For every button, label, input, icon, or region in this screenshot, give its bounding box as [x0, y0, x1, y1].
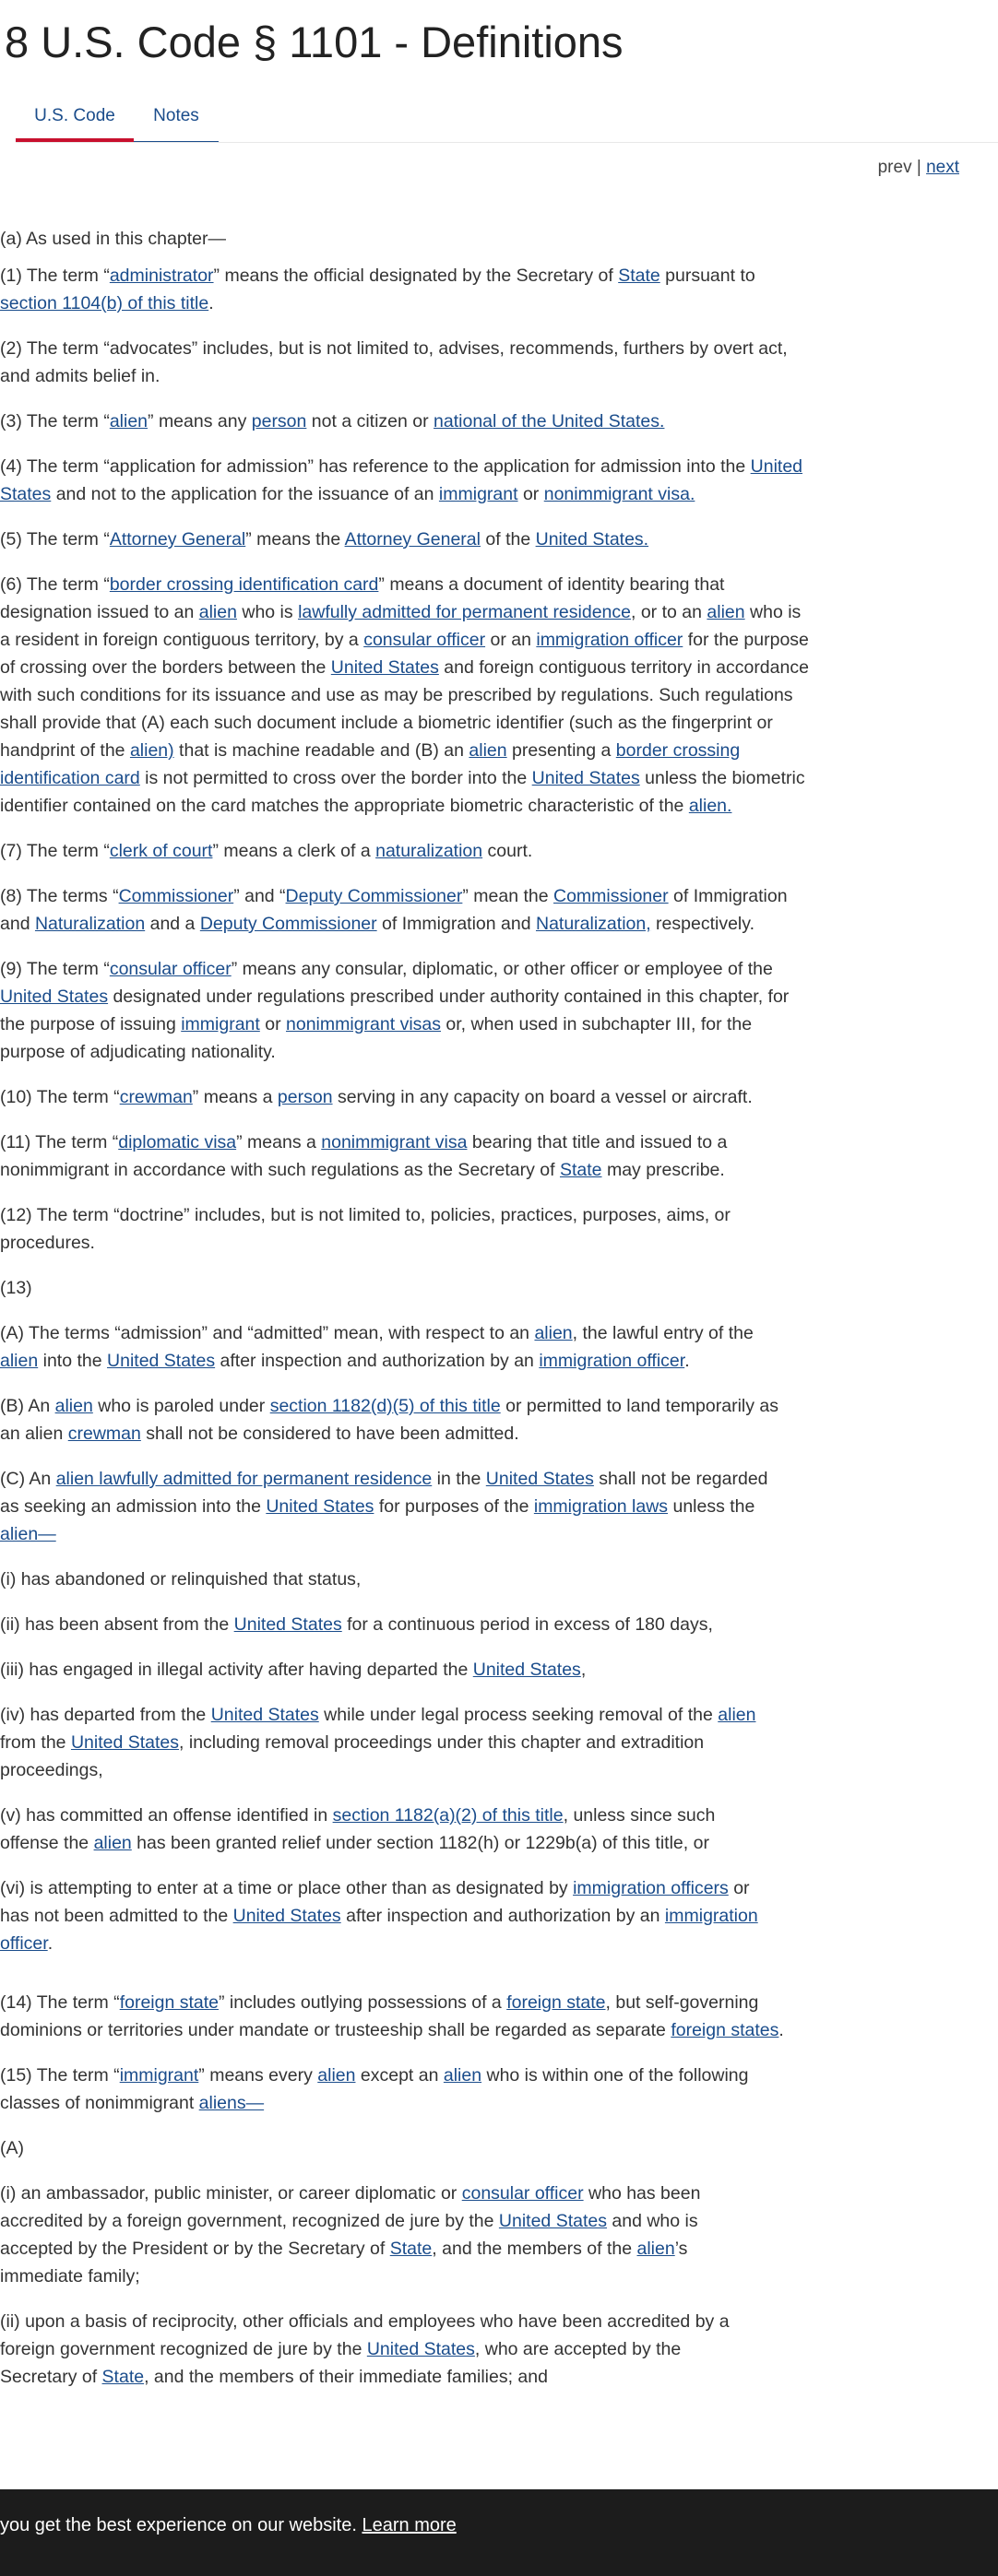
paragraph: [0, 1802, 759, 1857]
definition-link[interactable]: diplomatic visa: [118, 1132, 237, 1152]
text-run: from the: [0, 1732, 71, 1753]
tab-us-code[interactable]: U.S. Code: [16, 96, 134, 142]
text-run: (3) The term “: [0, 411, 110, 431]
paragraph: [0, 1392, 784, 1448]
definition-link[interactable]: Attorney General: [344, 529, 481, 549]
paragraph: [0, 1128, 812, 1184]
paragraph: [0, 1701, 759, 1784]
paragraph: [0, 408, 812, 435]
paragraph: [0, 2134, 784, 2162]
text-run: for the purpose of crossing over the borders between the: [0, 630, 809, 678]
text-run: (v) has committed an offense identified in: [0, 1805, 333, 1826]
text-run: or: [517, 484, 544, 504]
definition-link[interactable]: Naturalization: [34, 914, 146, 934]
definition-link[interactable]: consular officer: [109, 959, 232, 979]
definition-link[interactable]: United States: [210, 1705, 319, 1725]
definition-link[interactable]: person: [277, 1087, 333, 1107]
text-run: and who is accepted by the President or by the Secretary of: [0, 2211, 698, 2259]
definition-link[interactable]: lawfully admitted for permanent residence: [298, 602, 631, 622]
text-run: ” means a document of identity bearing that designation issued to an: [0, 574, 725, 622]
text-run: ” means any: [148, 411, 252, 431]
prev-link[interactable]: prev: [877, 158, 912, 177]
text-run: of the: [480, 529, 536, 549]
text-run: presenting a: [506, 740, 616, 761]
paragraph: [0, 571, 812, 820]
definition-link[interactable]: alien: [636, 2239, 675, 2259]
definition-link[interactable]: immigration officer: [539, 1351, 685, 1371]
definition-link[interactable]: alien: [707, 602, 745, 622]
definition-link[interactable]: State: [389, 2239, 433, 2259]
text-run: (7) The term “: [0, 841, 110, 861]
text-run: ” means the official designated by the Secretary of: [213, 266, 619, 286]
definition-link[interactable]: alien): [129, 740, 174, 761]
definition-link[interactable]: alien: [534, 1323, 573, 1343]
text-run: , or to an: [631, 602, 707, 622]
paragraph: [0, 526, 812, 553]
text-run: who is a resident in foreign contiguous territory, by a: [0, 602, 802, 650]
text-run: , including removal proceedings under this chapter and extradition proceedings,: [0, 1732, 705, 1780]
definition-link[interactable]: section 1182(d)(5) of this title: [269, 1396, 501, 1416]
definition-link[interactable]: immigrant: [119, 2065, 199, 2086]
definition-link[interactable]: Deputy Commissioner: [199, 914, 377, 934]
definition-link[interactable]: State: [618, 266, 660, 286]
definition-link[interactable]: consular officer: [461, 2183, 584, 2204]
text-run: (2) The term “advocates” includes, but is not limited to, advises, recommends, furthers by overt act, and admits belief in.: [0, 338, 788, 386]
paragraph: [0, 1465, 784, 1548]
tab-notes[interactable]: Notes: [134, 96, 219, 142]
definition-link[interactable]: immigration officer: [536, 630, 683, 650]
text-run: for purposes of the: [374, 1496, 534, 1517]
text-run: ” includes outlying possessions of a: [219, 1992, 507, 2013]
definition-link[interactable]: clerk of court: [109, 841, 213, 861]
text-run: (ii) upon a basis of reciprocity, other officials and employees who have been accredited by a foreign government recognized de jure by the: [0, 2311, 730, 2359]
paragraph: [0, 955, 812, 1066]
definition-link[interactable]: United States: [233, 1614, 342, 1635]
text-run: and foreign contiguous territory in accordance with such conditions for its issuance and use as may be prescribed by regulations. Such regulations shall provide that (A) each such document include a biometric identifier (such as the fingerprint or handprint of the: [0, 657, 809, 761]
definition-link[interactable]: nonimmigrant visa: [321, 1132, 468, 1152]
learn-more-link[interactable]: Learn more: [362, 2515, 457, 2535]
definition-link[interactable]: alien—: [0, 1524, 56, 1544]
definition-link[interactable]: United States: [330, 657, 439, 678]
definition-link[interactable]: person: [251, 411, 307, 431]
definition-link[interactable]: naturalization: [375, 841, 483, 861]
paragraph: [0, 262, 812, 317]
text-run: (ii) has been absent from the: [0, 1614, 234, 1635]
text-run: after inspection and authorization by an: [215, 1351, 540, 1371]
definition-link[interactable]: section 1182(a)(2) of this title: [332, 1805, 564, 1826]
paragraph: [0, 837, 812, 865]
paragraph: [0, 1274, 812, 1302]
text-run: (9) The term “: [0, 959, 110, 979]
prev-next-nav: [878, 158, 959, 178]
text-run: (12) The term “doctrine” includes, but is not limited to, policies, practices, purposes, aims, or procedures.: [0, 1205, 731, 1253]
text-run: who is: [236, 602, 299, 622]
definition-link[interactable]: United States: [472, 1660, 581, 1680]
text-run: in the: [432, 1469, 486, 1489]
text-run: unless the: [668, 1496, 755, 1517]
definition-link[interactable]: immigrant: [438, 484, 518, 504]
definition-link[interactable]: State: [101, 2367, 145, 2387]
text-run: (iii) has engaged in illegal activity after having departed the: [0, 1660, 473, 1680]
text-run: shall not be regarded as seeking an admission into the: [0, 1469, 768, 1517]
tab-bar: [16, 96, 998, 143]
text-run: (14) The term “: [0, 1992, 120, 2013]
definition-link[interactable]: border crossing identification card: [0, 740, 741, 788]
paragraph: [0, 2308, 759, 2391]
text-run: (A): [0, 2138, 24, 2158]
definition-link[interactable]: Commissioner: [118, 886, 234, 906]
text-run: designated under regulations prescribed under authority contained in this chapter, for the purpose of issuing: [0, 987, 790, 1034]
text-run: (6) The term “: [0, 574, 110, 595]
text-run: (i) an ambassador, public minister, or career diplomatic or: [0, 2183, 462, 2204]
text-run: (13): [0, 1278, 32, 1298]
definition-link[interactable]: State: [559, 1160, 602, 1180]
text-run: has been granted relief under section 1182(h) or 1229b(a) of this title, or: [131, 1833, 709, 1853]
definition-link[interactable]: Naturalization,: [535, 914, 651, 934]
text-run: , the lawful entry of the: [572, 1323, 754, 1343]
text-run: bearing that title and issued to a nonimmigrant in accordance with such regulations as the Secretary of: [0, 1132, 728, 1180]
page-title: 8 U.S. Code § 1101 - Definitions: [5, 18, 624, 66]
definition-link[interactable]: immigration officer: [0, 1906, 758, 1954]
definition-link[interactable]: alien.: [688, 796, 732, 816]
definition-link[interactable]: foreign state: [119, 1992, 220, 2013]
text-run: who is paroled under: [92, 1396, 270, 1416]
text-run: (8) The terms “: [0, 886, 119, 906]
definition-link[interactable]: Attorney General: [109, 529, 246, 549]
text-run: , and the members of their immediate families; and: [144, 2367, 548, 2387]
text-run: of Immigration and: [376, 914, 536, 934]
definition-link[interactable]: alien: [469, 740, 507, 761]
definition-link[interactable]: alien: [93, 1833, 132, 1853]
text-run: serving in any capacity on board a vessel or aircraft.: [332, 1087, 753, 1107]
text-run: ,: [580, 1660, 587, 1680]
definition-link[interactable]: alien: [443, 2065, 482, 2086]
text-run: or, when used in subchapter III, for the purpose of adjudicating nationality.: [0, 1014, 753, 1062]
definition-link[interactable]: United States: [366, 2339, 475, 2359]
statute-text: [0, 225, 922, 2391]
paragraph: [0, 1656, 759, 1684]
nav-separator: |: [916, 158, 921, 177]
definition-link[interactable]: United States: [498, 2211, 607, 2231]
definition-link[interactable]: immigration laws: [533, 1496, 669, 1517]
definition-link[interactable]: foreign state: [506, 1992, 606, 2013]
text-run: , who are accepted by the Secretary of: [0, 2339, 682, 2387]
definition-link[interactable]: United States: [0, 456, 803, 504]
paragraph: [0, 882, 812, 938]
definition-link[interactable]: section 1104(b) of this title: [0, 293, 209, 313]
text-run: unless the biometric identifier contained on the card matches the appropriate biometric characteristic of the: [0, 768, 805, 816]
text-run: ” means a: [192, 1087, 278, 1107]
definition-link[interactable]: immigrant: [181, 1014, 260, 1034]
paragraph: [0, 2062, 812, 2117]
definition-link[interactable]: alien: [317, 2065, 356, 2086]
definition-link[interactable]: foreign states: [671, 2020, 779, 2040]
text-run: respectively.: [650, 914, 754, 934]
text-run: and not to the application for the issuance of an: [51, 484, 439, 504]
text-run: (A) The terms “admission” and “admitted” mean, with respect to an: [0, 1323, 535, 1343]
definition-link[interactable]: Deputy Commissioner: [285, 886, 463, 906]
definition-link[interactable]: nonimmigrant visas: [286, 1014, 441, 1034]
text-run: into the: [38, 1351, 108, 1371]
text-run: (1) The term “: [0, 266, 110, 286]
text-run: (11) The term “: [0, 1132, 119, 1152]
text-run: , unless since such offense the: [0, 1805, 716, 1853]
text-run: is not permitted to cross over the border into the: [139, 768, 532, 788]
text-run: of Immigration and: [0, 886, 788, 934]
text-run: except an: [355, 2065, 444, 2086]
text-run: (5) The term “: [0, 529, 110, 549]
text-run: not a citizen or: [306, 411, 434, 431]
text-run: ” and “: [233, 886, 286, 906]
definition-link[interactable]: United States.: [535, 529, 649, 549]
text-run: .: [208, 293, 214, 313]
cookie-banner: [0, 2489, 998, 2576]
text-run: or an: [485, 630, 537, 650]
text-run: , but self-governing dominions or territories under mandate or trusteeship shall be regarded as separate: [0, 1992, 759, 2040]
text-run: (B) An: [0, 1396, 55, 1416]
definition-link[interactable]: aliens—: [198, 2093, 265, 2113]
definition-link[interactable]: alien: [109, 411, 149, 431]
text-run: ” means any consular, diplomatic, or other officer or employee of the: [231, 959, 773, 979]
definition-link[interactable]: alien: [198, 602, 237, 622]
definition-link[interactable]: alien lawfully admitted for permanent residence: [55, 1469, 433, 1489]
paragraph: [0, 1083, 812, 1111]
text-run: or: [259, 1014, 287, 1034]
definition-link[interactable]: United States: [485, 1469, 594, 1489]
text-run: (iv) has departed from the: [0, 1705, 211, 1725]
definition-link[interactable]: crewman: [67, 1424, 141, 1444]
text-run: ” mean the: [462, 886, 553, 906]
text-run: that is machine readable and (B) an: [173, 740, 469, 761]
text-run: (a) As used in this chapter—: [0, 229, 226, 249]
text-run: or has not been admitted to the: [0, 1878, 750, 1926]
text-run: .: [778, 2020, 784, 2040]
definition-link[interactable]: United States: [266, 1496, 374, 1517]
text-run: ” means a: [236, 1132, 322, 1152]
text-run: while under legal process seeking removal of the: [318, 1705, 719, 1725]
text-run: ” means every: [198, 2065, 318, 2086]
definition-link[interactable]: alien: [0, 1351, 39, 1371]
definition-link[interactable]: nonimmigrant visa.: [543, 484, 695, 504]
paragraph: [0, 1874, 759, 1957]
definition-link[interactable]: alien: [718, 1705, 756, 1725]
text-run: may prescribe.: [601, 1160, 725, 1180]
text-run: , and the members of the: [432, 2239, 637, 2259]
definition-link[interactable]: consular officer: [363, 630, 486, 650]
paragraph: [0, 1566, 759, 1593]
text-run: or permitted to land temporarily as an alien: [0, 1396, 779, 1444]
definition-link[interactable]: administrator: [109, 266, 214, 286]
text-run: ” means the: [245, 529, 345, 549]
text-run: (15) The term “: [0, 2065, 120, 2086]
text-run: (4) The term “application for admission” has reference to the application for admission into the: [0, 456, 751, 477]
definition-link[interactable]: immigration officers: [573, 1878, 729, 1898]
paragraph: [0, 2180, 759, 2290]
text-run: shall not be considered to have been admitted.: [140, 1424, 519, 1444]
text-run: for a continuous period in excess of 180 days,: [341, 1614, 713, 1635]
paragraph: [0, 335, 812, 390]
text-run: pursuant to: [659, 266, 755, 286]
text-run: .: [47, 1933, 53, 1954]
paragraph: [0, 453, 812, 508]
text-run: (vi) is attempting to enter at a time or place other than as designated by: [0, 1878, 574, 1898]
definition-link[interactable]: border crossing identification card: [109, 574, 379, 595]
definition-link[interactable]: United States: [232, 1906, 341, 1926]
text-run: (10) The term “: [0, 1087, 120, 1107]
text-run: who is within one of the following classes of nonimmigrant: [0, 2065, 749, 2113]
definition-link[interactable]: United States: [0, 987, 109, 1007]
definition-link[interactable]: United States: [70, 1732, 180, 1753]
definition-link[interactable]: crewman: [119, 1087, 193, 1107]
definition-link[interactable]: national of the United States.: [434, 411, 665, 431]
definition-link[interactable]: United States: [107, 1351, 216, 1371]
text-run: (C) An: [0, 1469, 56, 1489]
definition-link[interactable]: United States: [531, 768, 640, 788]
definition-link[interactable]: alien: [54, 1396, 93, 1416]
text-run: who has been accredited by a foreign government, recognized de jure by the: [0, 2183, 701, 2231]
text-run: ” means a clerk of a: [212, 841, 376, 861]
cookie-message: you get the best experience on our website.: [0, 2515, 357, 2535]
text-run: (i) has abandoned or relinquished that status,: [0, 1569, 362, 1589]
paragraph: [0, 1319, 784, 1375]
definition-link[interactable]: Commissioner: [553, 886, 669, 906]
paragraph: [0, 1201, 812, 1257]
next-link[interactable]: next: [926, 158, 959, 177]
text-run: and a: [145, 914, 200, 934]
paragraph: [0, 1611, 759, 1638]
paragraph: [0, 1989, 812, 2044]
text-run: .: [684, 1351, 690, 1371]
text-run: after inspection and authorization by an: [340, 1906, 665, 1926]
paragraph: [0, 225, 922, 253]
text-run: ’s immediate family;: [0, 2239, 688, 2286]
text-run: court.: [482, 841, 533, 861]
